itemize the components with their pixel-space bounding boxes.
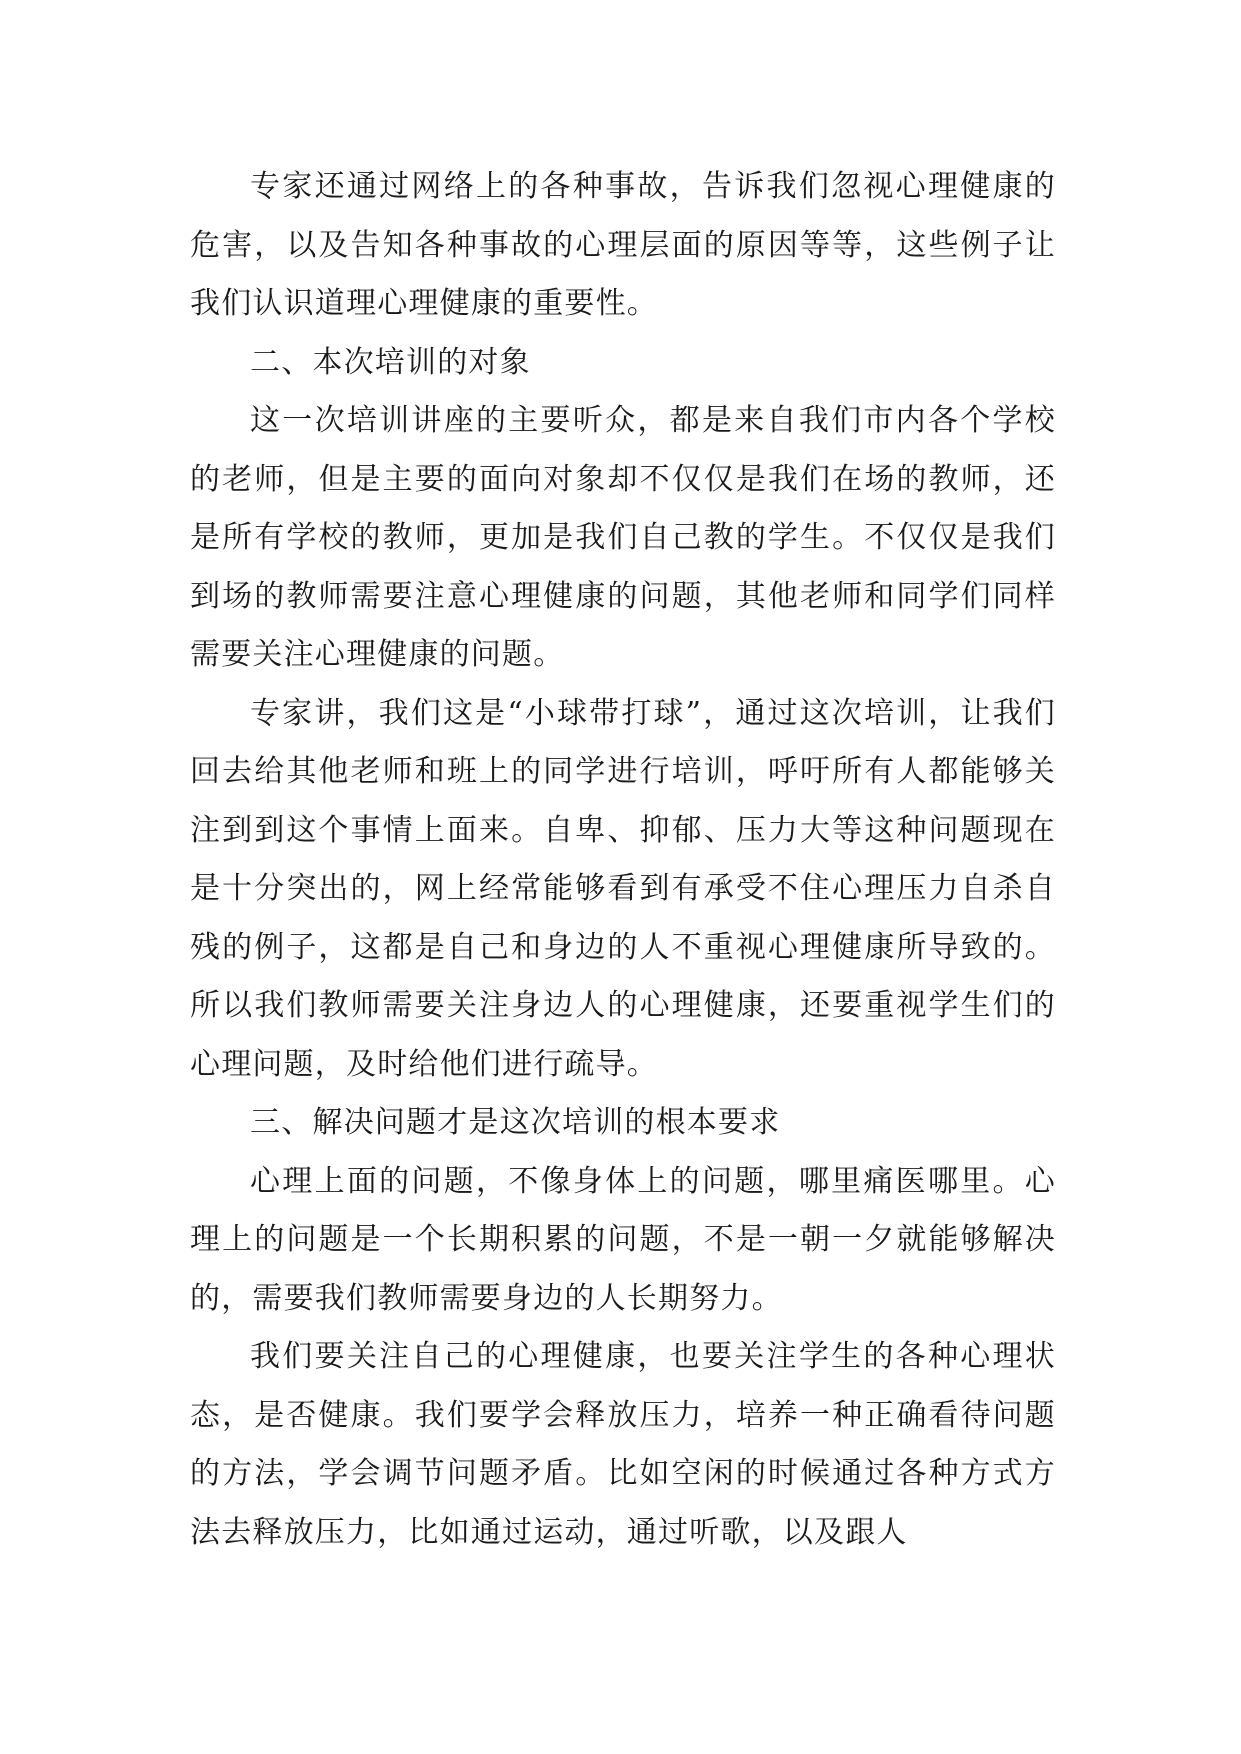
section-heading-3: 三、解决问题才是这次培训的根本要求 xyxy=(250,1105,781,1140)
paragraph-relieve-pressure: 我们要关注自己的心理健康，也要关注学生的各种心理状态，是否健康。我们要学会释放压力，培养一种正确看待问题的方法，学会调节问题矛盾。比如空闲的时候通过各种方式方法去释放压力，比如通过运动，通过听歌，以及跟人 xyxy=(190,1339,1056,1550)
paragraph-training-audience: 这一次培训讲座的主要听众，都是来自我们市内各个学校的老师，但是主要的面向对象却不仅仅是我们在场的教师，还是所有学校的教师，更加是我们自己教的学生。不仅仅是我们到场的教师需要注意心理健康的问题，其他老师和同学们同样需要关注心理健康的问题。 xyxy=(190,403,1056,672)
paragraph-small-ball: 专家讲，我们这是“小球带打球”，通过这次培训，让我们回去给其他老师和班上的同学进行培训，呼吁所有人都能够关注到到这个事情上面来。自卑、抑郁、压力大等这种问题现在是十分突出的，网上经常能够看到有承受不住心理压力自杀自残的例子，这都是自己和身边的人不重视心理健康所导致的。所以我们教师需要关注身边人的心理健康，还要重视学生们的心理问题，及时给他们进行疏导。 xyxy=(190,695,1056,1082)
document-body xyxy=(190,158,1056,1562)
section-heading-2: 二、本次培训的对象 xyxy=(250,344,531,380)
paragraph-long-term-problem: 心理上面的问题，不像身体上的问题，哪里痛医哪里。心理上的问题是一个长期积累的问题，不是一朝一夕就能够解决的，需要我们教师需要身边的人长期努力。 xyxy=(190,1163,1056,1316)
paragraph-expert-accidents: 专家还通过网络上的各种事故，告诉我们忽视心理健康的危害，以及告知各种事故的心理层面的原因等等，这些例子让我们认识道理心理健康的重要性。 xyxy=(190,169,1056,321)
